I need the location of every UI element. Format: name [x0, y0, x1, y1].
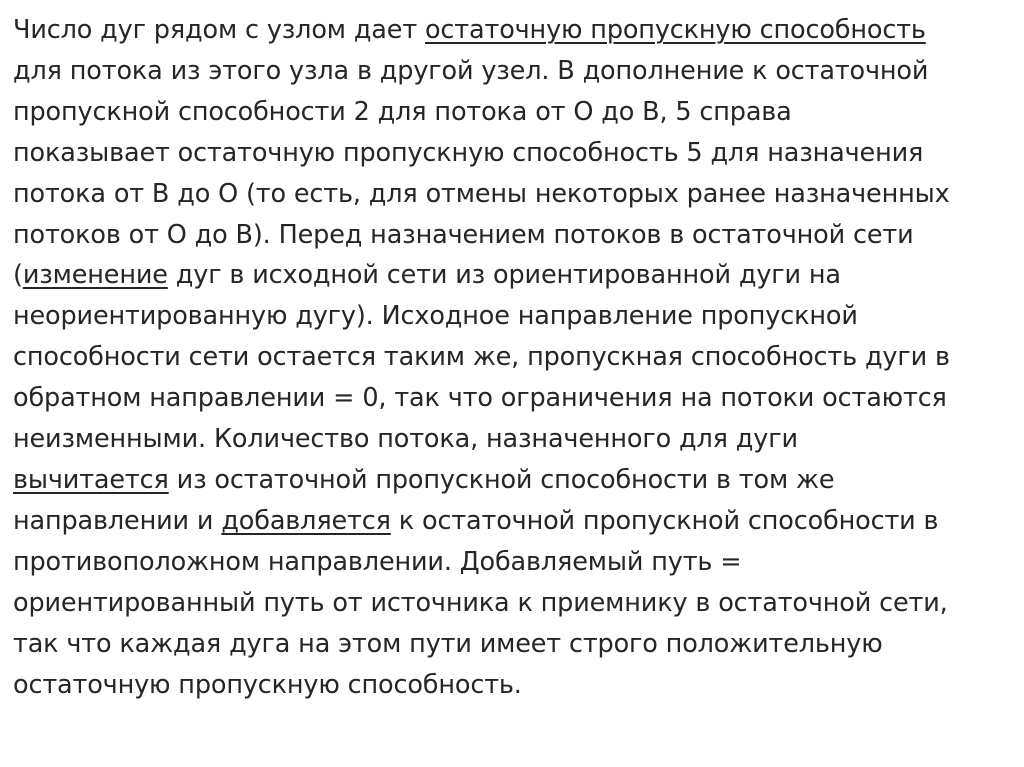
text-segment: неориентированную дугу). Исходное направление пропускной	[13, 301, 858, 332]
text-segment: Число дуг рядом с узлом дает	[13, 15, 425, 45]
text-line	[13, 174, 1010, 215]
text-segment: к остаточной пропускной способности в	[390, 505, 939, 536]
underlined-term: остаточную пропускную способность	[424, 15, 926, 45]
underlined-term: добавляется	[221, 505, 391, 536]
text-segment: так что каждая дуга на этом пути имеет строго положительную	[13, 628, 883, 659]
text-line	[13, 10, 1010, 51]
text-line	[13, 501, 1010, 542]
text-segment: показывает остаточную пропускную способность 5 для назначения	[13, 137, 924, 168]
text-segment: остаточную пропускную способность.	[13, 669, 522, 700]
text-line	[13, 378, 1010, 419]
text-segment: из остаточной пропускной способности в том же	[168, 464, 835, 495]
text-segment: пропускной способности 2 для потока от O до B, 5 справа	[13, 96, 792, 127]
text-line	[13, 337, 1010, 378]
text-segment: направлении и	[13, 505, 222, 536]
text-line	[13, 133, 1010, 174]
text-segment: дуг в исходной сети из ориентированной дуги на	[167, 260, 841, 291]
text-line	[13, 92, 1010, 133]
text-segment: обратном направлении = 0, так что ограничения на потоки остаются	[13, 383, 947, 414]
text-segment: для потока из этого узла в другой узел. В дополнение к остаточной	[13, 55, 929, 86]
text-line	[13, 419, 1010, 460]
text-line	[13, 255, 1010, 296]
text-segment: противоположном направлении. Добавляемый путь =	[13, 546, 742, 577]
text-segment: (	[13, 260, 23, 291]
text-segment: потока от B до O (то есть, для отмены некоторых ранее назначенных	[13, 178, 950, 209]
body-paragraph	[13, 10, 1010, 705]
text-line	[13, 583, 1010, 624]
text-segment: ориентированный путь от источника к приемнику в остаточной сети,	[13, 587, 948, 618]
text-segment: способности сети остается таким же, пропускная способность дуги в	[13, 342, 950, 373]
text-line	[13, 51, 1010, 92]
underlined-term: вычитается	[13, 464, 169, 495]
text-segment: потоков от O до B). Перед назначением потоков в остаточной сети	[13, 219, 914, 250]
text-line	[13, 665, 1010, 706]
text-segment: неизменными. Количество потока, назначенного для дуги	[13, 424, 798, 455]
text-line	[13, 542, 1010, 583]
text-line	[13, 460, 1010, 501]
text-line	[13, 624, 1010, 665]
text-line	[13, 215, 1010, 256]
underlined-term: изменение	[22, 260, 168, 291]
text-line	[13, 296, 1010, 337]
